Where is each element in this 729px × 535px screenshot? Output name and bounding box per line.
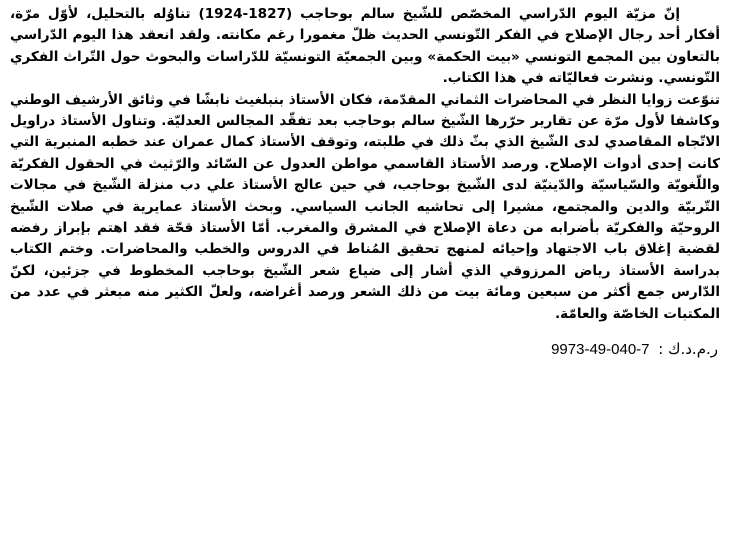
intro-paragraph: إنّ مزيّة اليوم الدّراسي المخصّص للشّيخ سالم بوحاجب (1827-1924) تناوُله بالتحليل، لأوّل مرّة، أفكار أحد رجال الإصلاح في الفكر التّونسي الحديث ظلّ مغمورا رغم مكانته. ولقد انعقد هذا اليوم الدّراسي بالتعاون بين المجمع التونسي «بيت الحكمة» وبين الجمعيّة التونسيّة للدّراسات والبحوث حول التّراث الفكري التّونسي. ونشرت فعاليّاته في هذا الكتاب. — [10, 6, 720, 87]
document-page — [10, 4, 720, 531]
isbn-label: ر.م.د.ك : — [658, 340, 718, 359]
summary-paragraph: تنوّعت زوايا النظر في المحاضرات الثماني المقدّمة، فكان الأستاذ بنبلغيث نابشًا في وثائق الأرشيف الوطني وكاشفا لأول مرّة عن تقارير حرّرها الشّيخ سالم بوحاجب بعد تفقّد المجالس العدليّة. وتناول الأستاذ دراويل الاتّجاه المقاصدي لدى الشّيخ الذي بثّ ذلك في طلبته، وتوقف الأستاذ كمال عمران عند خطبه المنبرية التي كانت إحدى أدوات الإصلاح. ورصد الأستاذ القاسمي مواطن العدول عن السّائد والرّثيث في الحقول الفكريّة واللّغويّة والسّياسيّة والدّينيّة لدى الشّيخ بوحاجب، في حين عالج الأستاذ علي دب منزلة الشّيخ في مجالات التّربيّة والدين والمجتمع، مشيرا إلى تحاشيه الجانب السياسي. وبحث الأستاذ عمايرية في صلات الشّيخ الروحيّة والفكريّة بأضرابه من دعاة الإصلاح في المشرق والمغرب. أمّا الأستاذ قحّة فقد اهتم بإبراز رفضه لقضية إغلاق باب الاجتهاد وإحيائه لمنهج تحقيق المُناط في الدروس والخطب والمحاضرات. وختم الكتاب بدراسة الأستاذ رياض المرزوقي الذي أشار إلى ضياع شعر الشّيخ بوحاجب المخطوط في جزئين، لكنّ الدّارس جمع أكثر من سبعين ومائة بيت من ذلك الشعر ورصد أغراضه، ولعلّ الكثير منه مبعثر في عدد من المكتبات الخاصّة والعامّة. — [9, 91, 720, 322]
isbn-line — [10, 339, 720, 360]
isbn-number: 9973-49-040-7 — [551, 341, 650, 359]
